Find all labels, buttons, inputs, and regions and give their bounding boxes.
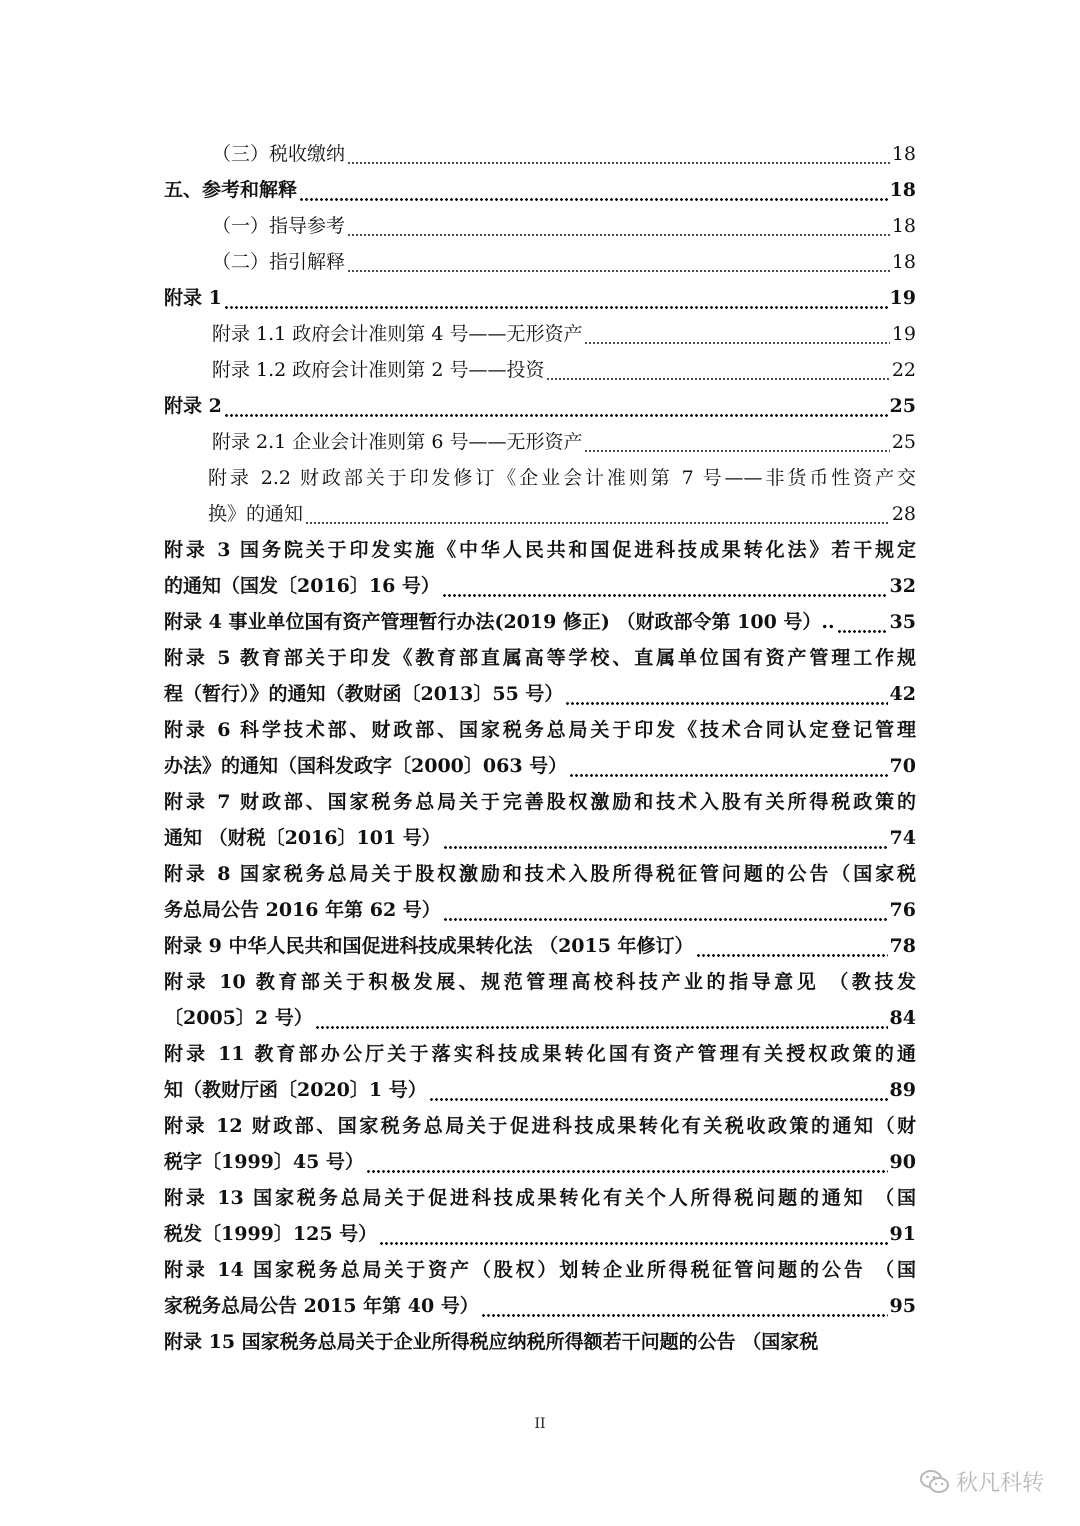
dot-leader (299, 197, 888, 208)
toc-entry-text: 附录 8 国家税务总局关于股权激励和技术入股所得税征管问题的公告（国家税 (164, 863, 916, 885)
toc-page-number: 22 (891, 359, 916, 381)
toc-page-number: 19 (891, 323, 916, 345)
toc-entry-text: 附录 6 科学技术部、财政部、国家税务总局关于印发《技术合同认定登记管理 (164, 719, 916, 741)
toc-entry-text: 附录 14 国家税务总局关于资产（股权）划转企业所得税征管问题的公告 （国 (164, 1259, 916, 1281)
toc-page-number: 78 (889, 935, 916, 957)
toc-entry[interactable] (164, 244, 916, 280)
toc-entry-text: （三）税收缴纳 (212, 143, 346, 165)
dot-leader (347, 233, 890, 244)
toc-entry-text: 知（教财厅函〔2020〕1 号） (164, 1079, 427, 1101)
toc-entry[interactable] (164, 640, 916, 712)
dot-leader (224, 413, 888, 424)
dot-leader (347, 269, 890, 280)
dot-leader (379, 1241, 887, 1252)
watermark (920, 1466, 1044, 1497)
dot-leader (565, 701, 887, 712)
toc-entry-text: 附录 2.2 财政部关于印发修订《企业会计准则第 7 号——非货币性资产交 (208, 467, 916, 489)
toc-page-number: 18 (889, 179, 916, 201)
toc-page-number: 28 (891, 503, 916, 525)
toc-entry-text: 附录 4 事业单位国有资产管理暂行办法(2019 修正) （财政部令第 100 号）.. (164, 611, 835, 633)
toc-entry-text: 附录 15 国家税务总局关于企业所得税应纳税所得额若干问题的公告 （国家税 (164, 1331, 819, 1353)
toc-entry-text: （二）指引解释 (212, 251, 346, 273)
toc-page-number: 18 (891, 215, 916, 237)
toc-page-number: 25 (891, 431, 916, 453)
toc-entry[interactable] (164, 1180, 916, 1252)
dot-leader (443, 845, 888, 856)
dot-leader (696, 953, 888, 964)
toc-page-number: 42 (889, 683, 916, 705)
dot-leader (481, 1313, 888, 1324)
toc-entry-text: 附录 2.1 企业会计准则第 6 号——无形资产 (212, 431, 583, 453)
toc-entry-text: 办法》的通知（国科发政字〔2000〕063 号） (164, 755, 568, 777)
toc-entry-text: 的通知（国发〔2016〕16 号） (164, 575, 440, 597)
dot-leader (837, 629, 888, 640)
toc-entry-text: 附录 5 教育部关于印发《教育部直属高等学校、直属单位国有资产管理工作规 (164, 647, 916, 669)
toc-entry[interactable] (164, 1252, 916, 1324)
toc-entry[interactable] (164, 532, 916, 604)
toc-entry-text: 家税务总局公告 2015 年第 40 号） (164, 1295, 479, 1317)
toc-page-number: 89 (889, 1079, 916, 1101)
wechat-icon (920, 1469, 950, 1495)
toc-entry-text: 附录 1.1 政府会计准则第 4 号——无形资产 (212, 323, 583, 345)
dot-leader (224, 305, 888, 316)
toc-page-number: 70 (889, 755, 916, 777)
toc-page-number: 18 (891, 251, 916, 273)
toc-entry[interactable] (164, 208, 916, 244)
toc-page-number: 90 (889, 1151, 916, 1173)
table-of-contents (164, 136, 916, 1360)
toc-entry-text: 换》的通知 (208, 503, 304, 525)
toc-page-number: 19 (889, 287, 916, 309)
toc-entry-text: 附录 10 教育部关于积极发展、规范管理高校科技产业的指导意见 （教技发 (164, 971, 916, 993)
toc-entry[interactable] (164, 280, 916, 316)
toc-page-number: 84 (889, 1007, 916, 1029)
toc-entry[interactable] (164, 784, 916, 856)
toc-entry[interactable] (164, 964, 916, 1036)
toc-entry[interactable] (164, 316, 916, 352)
toc-entry[interactable] (164, 928, 916, 964)
dot-leader (443, 917, 888, 928)
dot-leader (305, 521, 890, 532)
dot-leader (442, 593, 888, 604)
dot-leader (584, 341, 889, 352)
toc-page-number: 95 (889, 1295, 916, 1317)
toc-entry-text: 通知 （财税〔2016〕101 号） (164, 827, 441, 849)
dot-leader (546, 377, 889, 388)
watermark-text: 秋凡科转 (955, 1471, 1044, 1496)
toc-entry[interactable] (164, 712, 916, 784)
toc-page-number: 18 (891, 143, 916, 165)
toc-page-number: 25 (889, 395, 916, 417)
toc-entry-text: 附录 3 国务院关于印发实施《中华人民共和国促进科技成果转化法》若干规定 (164, 539, 916, 561)
toc-entry-text: 税字〔1999〕45 号） (164, 1151, 364, 1173)
dot-leader (315, 1025, 888, 1036)
toc-entry-text: 务总局公告 2016 年第 62 号） (164, 899, 441, 921)
toc-entry-text: 程（暂行）》的通知（教财函〔2013〕55 号） (164, 683, 564, 705)
toc-entry[interactable] (164, 136, 916, 172)
toc-entry[interactable] (164, 460, 916, 532)
toc-entry-text: 附录 2 (164, 395, 222, 417)
toc-entry-text: 附录 1 (164, 287, 222, 309)
toc-entry-text: 〔2005〕2 号） (164, 1007, 313, 1029)
toc-entry-text: 附录 7 财政部、国家税务总局关于完善股权激励和技术入股有关所得税政策的 (164, 791, 916, 813)
toc-entry[interactable] (164, 424, 916, 460)
toc-page-number: 91 (889, 1223, 916, 1245)
toc-entry-text: 附录 9 中华人民共和国促进科技成果转化法 （2015 年修订） (164, 935, 694, 957)
toc-entry-text: 税发〔1999〕125 号） (164, 1223, 378, 1245)
toc-entry-text: 附录 11 教育部办公厅关于落实科技成果转化国有资产管理有关授权政策的通 (164, 1043, 916, 1065)
toc-entry-text: 附录 12 财政部、国家税务总局关于促进科技成果转化有关税收政策的通知（财 (164, 1115, 916, 1137)
toc-entry-text: （一）指导参考 (212, 215, 346, 237)
toc-entry[interactable] (164, 604, 916, 640)
toc-entry[interactable] (164, 172, 916, 208)
toc-page-number: 74 (889, 827, 916, 849)
toc-entry[interactable] (164, 1036, 916, 1108)
toc-entry[interactable] (164, 1108, 916, 1180)
toc-page-number: 32 (889, 575, 916, 597)
dot-leader (347, 161, 890, 172)
dot-leader (429, 1097, 888, 1108)
dot-leader (569, 773, 887, 784)
toc-entry[interactable] (164, 388, 916, 424)
toc-entry[interactable] (164, 856, 916, 928)
toc-entry-text: 附录 1.2 政府会计准则第 2 号——投资 (212, 359, 545, 381)
dot-leader (366, 1169, 888, 1180)
page-number: II (534, 1416, 546, 1432)
toc-entry-text: 附录 13 国家税务总局关于促进科技成果转化有关个人所得税问题的通知 （国 (164, 1187, 916, 1209)
dot-leader (584, 449, 889, 460)
toc-entry[interactable] (164, 352, 916, 388)
toc-entry[interactable] (164, 1324, 916, 1360)
toc-entry-text: 五、参考和解释 (164, 179, 298, 201)
toc-page-number: 35 (889, 611, 916, 633)
toc-page-number: 76 (889, 899, 916, 921)
